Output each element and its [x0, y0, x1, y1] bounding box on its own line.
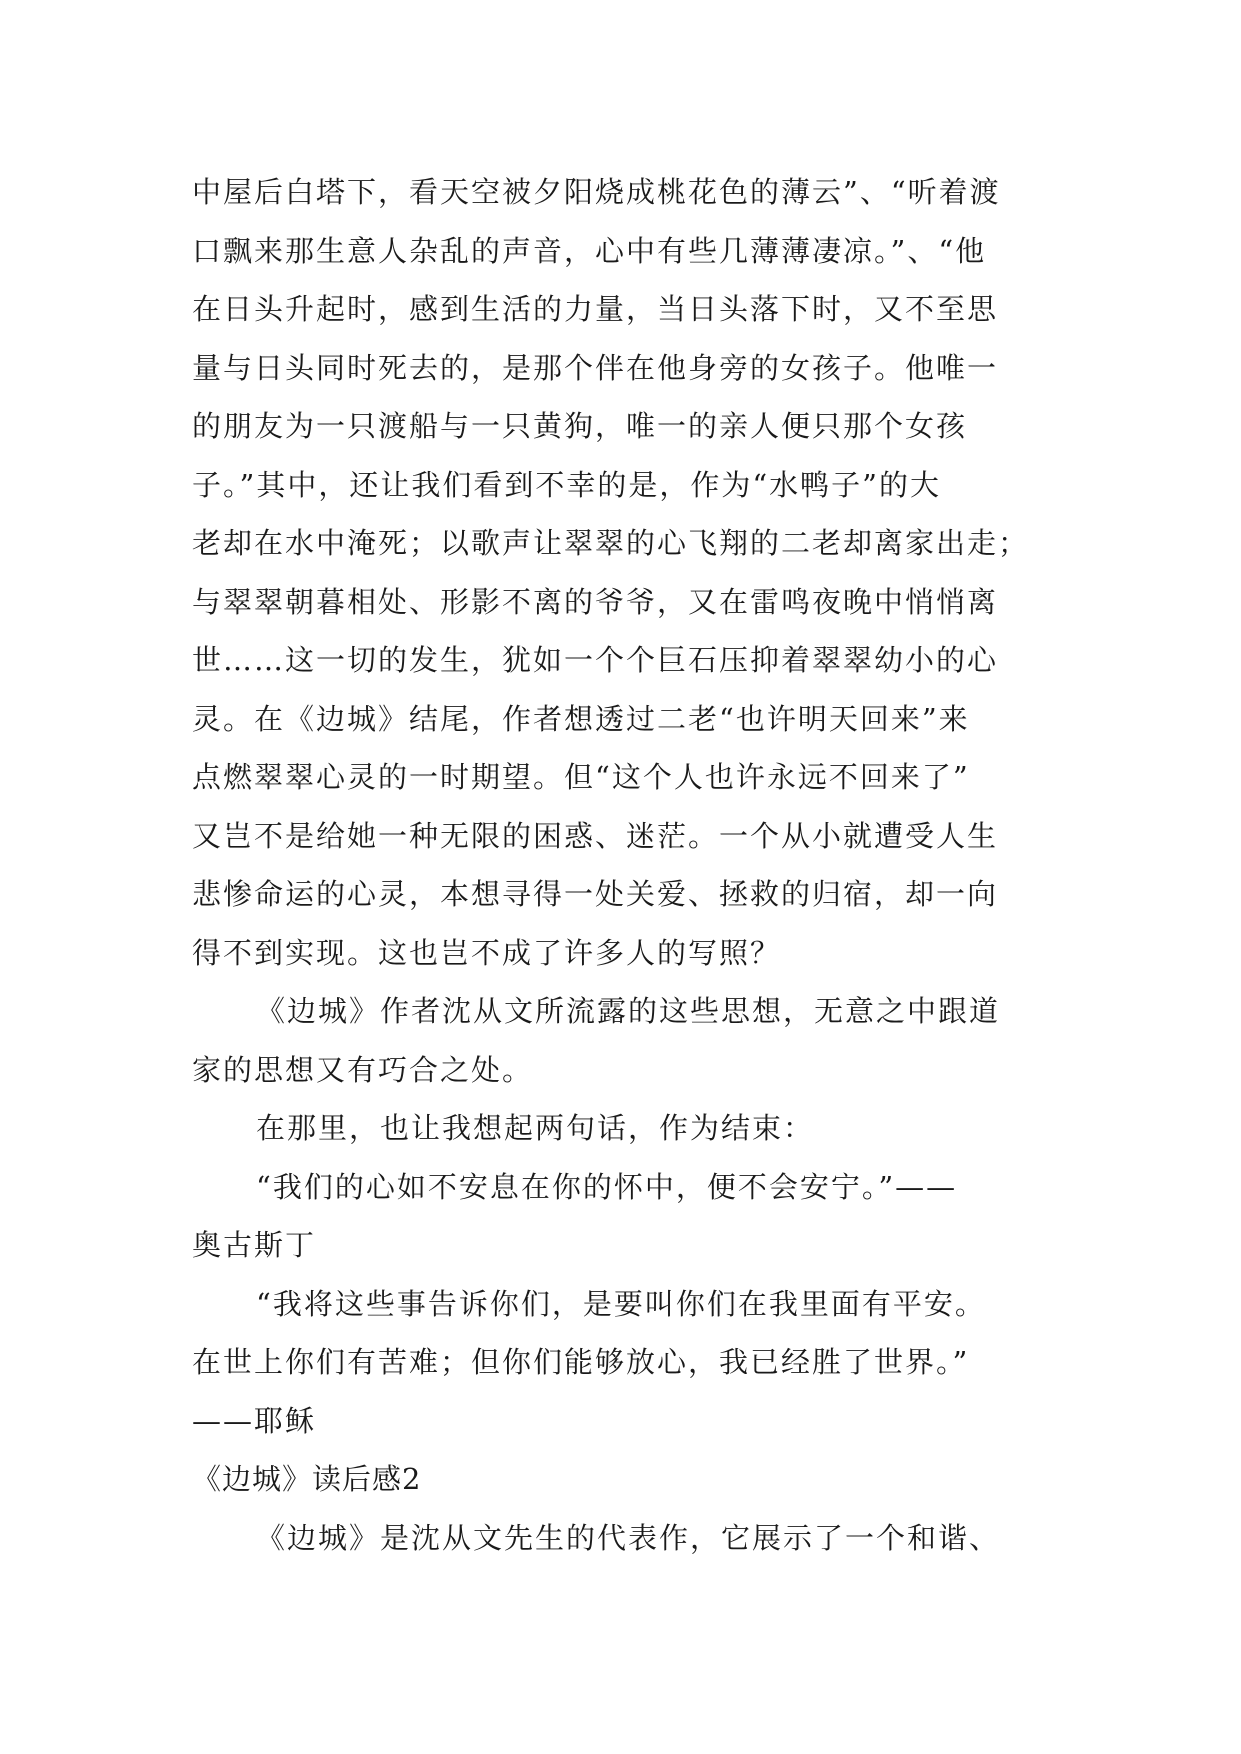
quote-attribution: 奥古斯丁 — [192, 1228, 317, 1262]
text-line: 悲惨命运的心灵，本想寻得一处关爱、拯救的归宿，却一向 — [192, 877, 999, 911]
paragraph-first-line: 在那里，也让我想起两句话，作为结束： — [256, 1111, 815, 1145]
text-line: 与翠翠朝暮相处、形影不离的爷爷，又在雷鸣夜晚中悄悄离 — [192, 584, 999, 619]
text-line: 点燃翠翠心灵的一时期望。但“这个人也许永远不回来了” — [192, 760, 970, 794]
text-line: 老却在水中淹死；以歌声让翠翠的心飞翔的二老却离家出走； — [192, 526, 1030, 560]
body-text — [192, 163, 1072, 1567]
text-line: 得不到实现。这也岂不成了许多人的写照？ — [192, 935, 782, 970]
section-heading: 《边城》读后感2 — [192, 1462, 422, 1496]
paragraph-first-line: 《边城》是沈从文先生的代表作，它展示了一个和谐、 — [256, 1520, 1001, 1555]
text-line: 量与日头同时死去的，是那个伴在他身旁的女孩子。他唯一 — [192, 350, 999, 385]
quote-line: 在世上你们有苦难；但你们能够放心，我已经胜了世界。” — [192, 1345, 970, 1379]
paragraph-first-line: 《边城》作者沈从文所流露的这些思想，无意之中跟道 — [256, 994, 1001, 1028]
text-line: 子。”其中，还让我们看到不幸的是，作为“水鸭子”的大 — [192, 467, 941, 502]
text-line: 中屋后白塔下，看天空被夕阳烧成桃花色的薄云”、“听着渡 — [192, 175, 1001, 209]
text-line: 在日头升起时，感到生活的力量，当日头落下时，又不至思 — [192, 292, 999, 326]
quote-line: “我将这些事告诉你们，是要叫你们在我里面有平安。 — [256, 1286, 986, 1321]
text-line: 口飘来那生意人杂乱的声音，心中有些几薄薄凄凉。”、“他 — [192, 233, 987, 268]
text-line: 灵。在《边城》结尾，作者想透过二老“也许明天回来”来 — [192, 701, 970, 736]
text-line: 又岂不是给她一种无限的困惑、迷茫。一个从小就遭受人生 — [192, 818, 999, 853]
quote-line: “我们的心如不安息在你的怀中，便不会安宁。”—— — [256, 1169, 958, 1204]
quote-attribution: ——耶稣 — [192, 1403, 317, 1438]
text-line: 家的思想又有巧合之处。 — [192, 1052, 534, 1087]
text-line: 世……这一切的发生，犹如一个个巨石压抑着翠翠幼小的心 — [192, 643, 999, 677]
text-line: 的朋友为一只渡船与一只黄狗，唯一的亲人便只那个女孩 — [192, 409, 968, 443]
